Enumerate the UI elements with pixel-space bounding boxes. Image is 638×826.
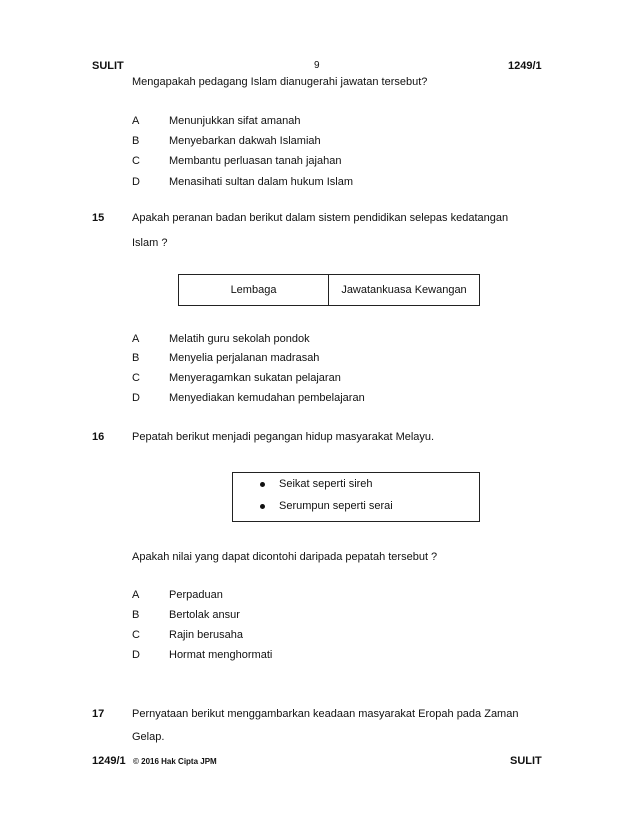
- option-text: Menyebarkan dakwah Islamiah: [169, 135, 321, 147]
- q15-table-cell-2: Jawatankuasa Kewangan: [341, 284, 467, 296]
- bullet-icon: [260, 504, 265, 509]
- option-text: Membantu perluasan tanah jajahan: [169, 155, 342, 167]
- option-letter: C: [132, 372, 140, 384]
- option-text: Menasihati sultan dalam hukum Islam: [169, 176, 354, 188]
- option-text: Menyediakan kemudahan pembelajaran: [169, 392, 365, 404]
- option-letter: D: [132, 649, 140, 661]
- option-letter: D: [132, 176, 140, 188]
- option-letter: A: [132, 115, 140, 127]
- footer-copyright: © 2016 Hak Cipta JPM: [133, 757, 217, 766]
- q16-stem: Pepatah berikut menjadi pegangan hidup masyarakat Melayu.: [132, 431, 435, 443]
- option-letter: B: [132, 352, 140, 364]
- option-text: Menyelia perjalanan madrasah: [169, 352, 320, 364]
- option-letter: C: [132, 629, 140, 641]
- option-letter: D: [132, 392, 140, 404]
- q15-stem-line2: Islam ?: [132, 237, 168, 249]
- q16-number: 16: [92, 431, 105, 443]
- q16-question: Apakah nilai yang dapat dicontohi daripada pepatah tersebut ?: [132, 551, 438, 563]
- q16-bullet-2: [260, 500, 393, 512]
- q17-stem-line1: Pernyataan berikut menggambarkan keadaan masyarakat Eropah pada Zaman: [132, 708, 519, 720]
- q17-number: 17: [92, 708, 105, 720]
- option-text: Hormat menghormati: [169, 649, 273, 661]
- footer-paper-code: 1249/1: [92, 755, 126, 767]
- bullet-icon: [260, 482, 265, 487]
- q14-stem: Mengapakah pedagang Islam dianugerahi jawatan tersebut?: [132, 76, 428, 88]
- option-text: Menyeragamkan sukatan pelajaran: [169, 372, 341, 384]
- q16-bullet-1: [260, 478, 373, 490]
- footer-classification: SULIT: [510, 755, 542, 767]
- option-text: Rajin berusaha: [169, 629, 243, 641]
- option-letter: B: [132, 609, 140, 621]
- option-text: Perpaduan: [169, 589, 223, 601]
- q15-number: 15: [92, 212, 105, 224]
- bullet-text: Serumpun seperti serai: [279, 500, 393, 512]
- option-letter: C: [132, 155, 140, 167]
- option-text: Bertolak ansur: [169, 609, 240, 621]
- option-text: Menunjukkan sifat amanah: [169, 115, 301, 127]
- header-classification: SULIT: [92, 60, 124, 72]
- bullet-text: Seikat seperti sireh: [279, 478, 373, 490]
- option-letter: A: [132, 589, 140, 601]
- option-letter: A: [132, 333, 140, 345]
- q15-stem-line1: Apakah peranan badan berikut dalam sistem pendidikan selepas kedatangan: [132, 212, 509, 224]
- q17-stem-line2: Gelap.: [132, 731, 165, 743]
- option-text: Melatih guru sekolah pondok: [169, 333, 310, 345]
- page-number: 9: [314, 60, 320, 71]
- header-paper-code: 1249/1: [508, 60, 542, 72]
- q15-table-cell-1: Lembaga: [179, 275, 329, 305]
- q15-table: [178, 274, 480, 306]
- option-letter: B: [132, 135, 140, 147]
